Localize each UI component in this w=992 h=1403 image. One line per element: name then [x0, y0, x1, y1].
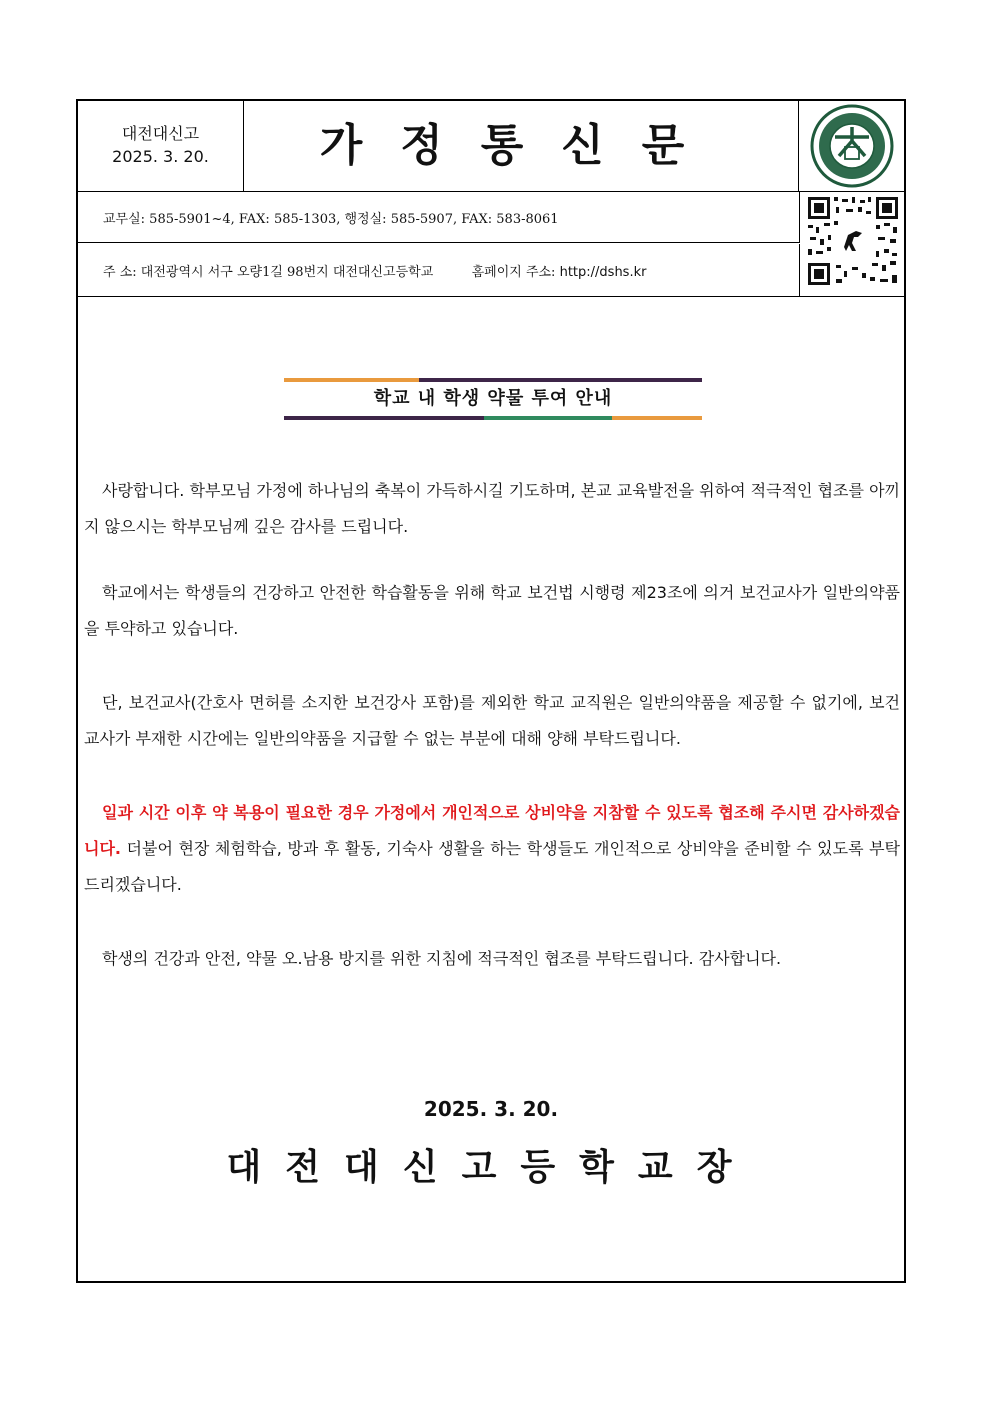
school-issue-box: [78, 101, 244, 191]
subject-bar-bottom: [284, 416, 702, 420]
address-label: 주 소:: [103, 265, 137, 280]
address-line: [103, 261, 646, 280]
header-top-row: [78, 101, 904, 192]
paragraph-limitation: [84, 685, 900, 757]
letter-frame: [76, 99, 906, 1283]
school-emblem-icon: [799, 101, 905, 191]
emphasis-request: 일과 시간 이후 약 복용이 필요한 경우 가정에서 개인적으로 상비약을 지참할 수 있도록 협조해 주시면 감사하겠습니다.: [84, 803, 900, 858]
issue-date: 2025. 3. 20.: [112, 147, 209, 166]
address-row: [78, 244, 800, 296]
notice-subject: 학교 내 학생 약물 투여 안내: [373, 388, 613, 409]
school-short-name: 대전대신고: [121, 124, 200, 143]
header-divider: [78, 296, 904, 297]
paragraph-request-text: 더불어 현장 체험학습, 방과 후 활동, 기숙사 생활을 하는 학생들도 개인적으로 상비약을 준비할 수 있도록 부탁드리겠습니다.: [84, 839, 900, 894]
qr-code-cell: [800, 191, 904, 296]
paragraph-greeting-text: 사랑합니다. 학부모님 가정에 하나님의 축복이 가득하시길 기도하며, 본교 교육발전을 위하여 적극적인 협조를 아끼지 않으시는 학부모님께 깊은 감사를 드립니다.: [84, 481, 900, 536]
paragraph-policy-text: 학교에서는 학생들의 건강하고 안전한 학습활동을 위해 학교 보건법 시행령 제23조에 의거 보건교사가 일반의약품을 투약하고 있습니다.: [84, 583, 900, 638]
school-logo-cell: [798, 101, 905, 191]
paragraph-request: [84, 795, 900, 903]
paragraph-closing-text: 학생의 건강과 안전, 약물 오.남용 방지를 위한 지침에 적극적인 협조를 부탁드립니다. 감사합니다.: [102, 949, 782, 968]
page-title: 가정통신문: [319, 120, 723, 171]
notice-subject-box: [284, 378, 702, 422]
contact-row: [78, 191, 800, 243]
signature-date: 2025. 3. 20.: [423, 1097, 559, 1121]
paragraph-closing: [84, 941, 900, 977]
homepage-link[interactable]: http://dshs.kr: [559, 265, 647, 280]
qr-code-icon[interactable]: [800, 191, 904, 296]
paragraph-policy: [84, 575, 900, 647]
address-value: 대전광역시 서구 오량1길 98번지 대전대신고등학교: [140, 265, 434, 280]
principal-signature: 대전대신고등학교장: [226, 1147, 756, 1188]
homepage-label: 홈페이지 주소:: [471, 265, 556, 280]
paragraph-limitation-text: 단, 보건교사(간호사 면허를 소지한 보건강사 포함)를 제외한 학교 교직원은 일반의약품을 제공할 수 없기에, 보건교사가 부재한 시간에는 일반의약품을 지급할 수 없는 부분에 대해 양해 부탁드립니다.: [84, 693, 900, 748]
paragraph-greeting: [84, 473, 900, 545]
contact-numbers: 교무실: 585-5901~4, FAX: 585-1303, 행정실: 585-5907, FAX: 583-8061: [103, 212, 559, 227]
